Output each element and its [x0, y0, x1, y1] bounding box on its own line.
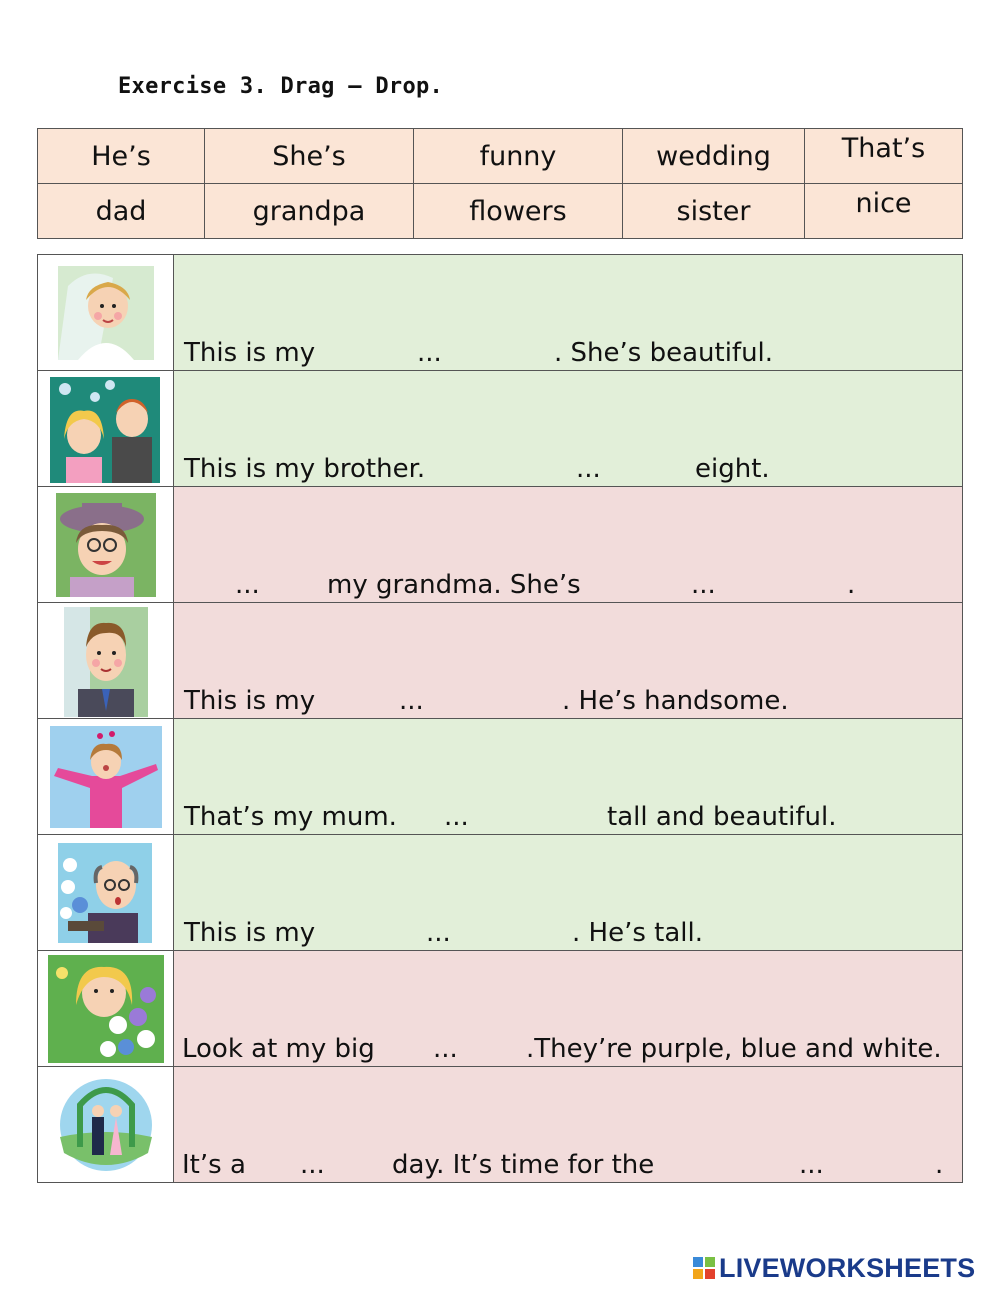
sentence	[174, 334, 962, 368]
sentence-text: This is my	[184, 686, 316, 716]
sentence	[174, 1030, 962, 1064]
flowers-picture	[48, 955, 164, 1063]
exercise-table	[37, 254, 963, 1183]
word-bank	[37, 128, 963, 239]
sentence-cell	[174, 255, 963, 371]
sentence-text: It’s a	[182, 1150, 246, 1180]
exercise-row	[38, 719, 963, 835]
answer-blank[interactable]: ...	[235, 570, 260, 600]
sentence-text: Look at my big	[182, 1034, 375, 1064]
exercise-row	[38, 371, 963, 487]
sentence-text: This is my brother.	[184, 454, 426, 484]
sentence	[174, 566, 962, 600]
answer-blank[interactable]: ...	[444, 802, 469, 832]
word-tile[interactable]: She’s	[205, 129, 414, 184]
answer-blank[interactable]: ...	[300, 1150, 325, 1180]
answer-blank[interactable]: ...	[417, 338, 442, 368]
wedding-picture	[58, 1077, 154, 1173]
exercise-row	[38, 487, 963, 603]
sentence-text: . She’s beautiful.	[554, 338, 774, 368]
picture-cell	[38, 719, 174, 835]
grandpa-picture	[58, 843, 152, 943]
picture-cell	[38, 1067, 174, 1183]
sentence-cell	[174, 719, 963, 835]
grandma-picture	[56, 493, 156, 597]
exercise-row	[38, 255, 963, 371]
liveworksheets-logo-icon	[693, 1257, 715, 1279]
sentence-cell	[174, 835, 963, 951]
word-tile[interactable]: sister	[623, 184, 805, 239]
exercise-row	[38, 835, 963, 951]
sentence	[174, 914, 962, 948]
picture-cell	[38, 371, 174, 487]
picture-cell	[38, 835, 174, 951]
word-tile[interactable]: wedding	[623, 129, 805, 184]
sentence-text: eight.	[695, 454, 770, 484]
picture-cell	[38, 603, 174, 719]
liveworksheets-logo	[693, 1250, 975, 1286]
logo-text: LIVEWORKSHEETS	[719, 1252, 976, 1283]
exercise-row	[38, 603, 963, 719]
picture-cell	[38, 487, 174, 603]
word-tile[interactable]: He’s	[38, 129, 205, 184]
sentence-cell	[174, 487, 963, 603]
word-tile[interactable]: nice	[805, 184, 963, 239]
answer-blank[interactable]: ...	[433, 1034, 458, 1064]
sentence-text: .	[935, 1150, 944, 1180]
answer-blank[interactable]: ...	[691, 570, 716, 600]
sentence	[174, 1146, 962, 1180]
sentence-cell	[174, 603, 963, 719]
answer-blank[interactable]: ...	[576, 454, 601, 484]
exercise-row	[38, 1067, 963, 1183]
exercise-row	[38, 951, 963, 1067]
exercise-title: Exercise 3. Drag – Drop.	[118, 74, 444, 99]
sentence-text: .	[847, 570, 856, 600]
answer-blank[interactable]: ...	[426, 918, 451, 948]
sentence-text: day. It’s time for the	[392, 1150, 655, 1180]
picture-cell	[38, 951, 174, 1067]
picture-cell	[38, 255, 174, 371]
sentence	[174, 450, 962, 484]
sentence	[174, 682, 962, 716]
sentence-cell	[174, 1067, 963, 1183]
word-tile[interactable]: flowers	[414, 184, 623, 239]
sentence-cell	[174, 371, 963, 487]
sentence-text: my grandma. She’s	[327, 570, 581, 600]
sentence-text: That’s my mum.	[184, 802, 397, 832]
brother-picture	[50, 377, 160, 483]
mum-picture	[50, 726, 162, 828]
dad-picture	[64, 607, 148, 717]
word-tile[interactable]: That’s	[805, 129, 963, 184]
answer-blank[interactable]: ...	[399, 686, 424, 716]
sentence-text: . He’s handsome.	[562, 686, 789, 716]
sentence	[174, 798, 962, 832]
sentence-text: .They’re purple, blue and white.	[526, 1034, 942, 1064]
word-tile[interactable]: funny	[414, 129, 623, 184]
sentence-cell	[174, 951, 963, 1067]
sentence-text: This is my	[184, 338, 316, 368]
word-tile[interactable]: grandpa	[205, 184, 414, 239]
word-tile[interactable]: dad	[38, 184, 205, 239]
sentence-text: This is my	[184, 918, 316, 948]
bride-picture	[58, 266, 154, 360]
sentence-text: tall and beautiful.	[607, 802, 837, 832]
sentence-text: . He’s tall.	[572, 918, 703, 948]
answer-blank[interactable]: ...	[799, 1150, 824, 1180]
